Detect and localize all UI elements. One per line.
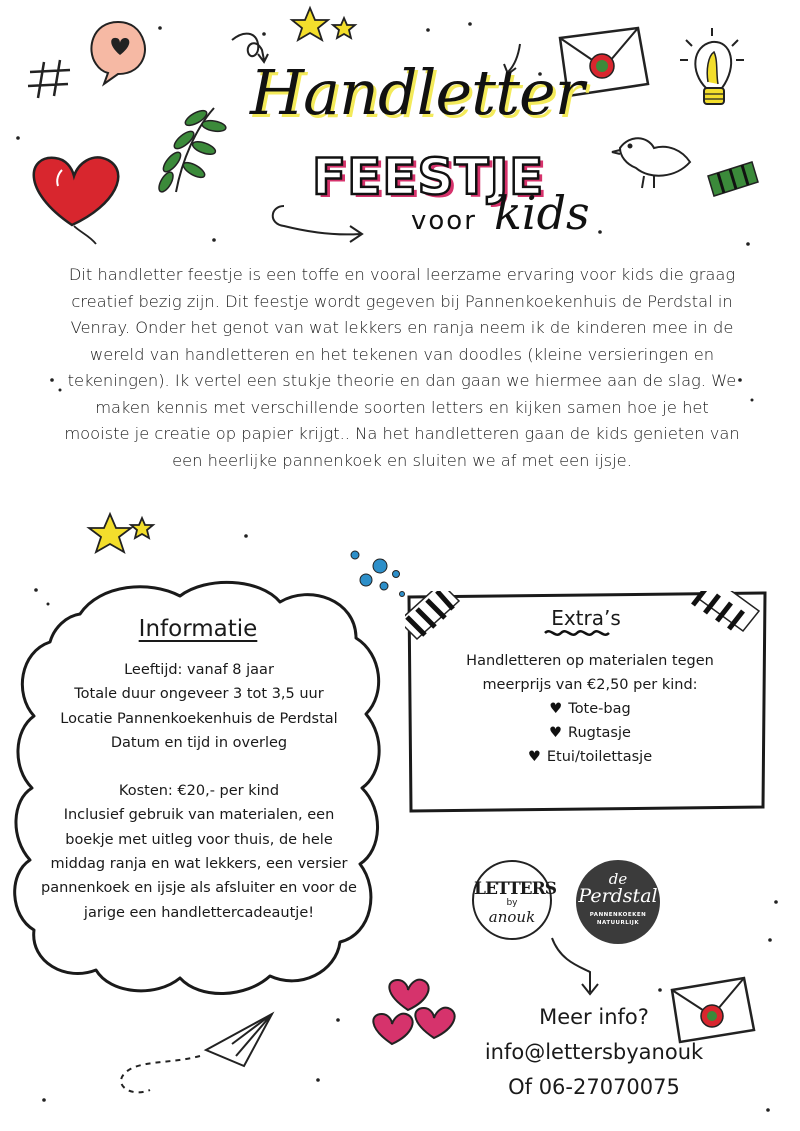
info-line-duration: Totale duur ongeveer 3 tot 3,5 uur bbox=[74, 686, 324, 703]
paper-plane-icon bbox=[121, 1014, 272, 1092]
bird-icon bbox=[612, 138, 690, 188]
info-line-location: Locatie Pannenkoekenhuis de Perdstal bbox=[60, 710, 338, 727]
intro-paragraph: Dit handletter feestje is een toffe en vooral leerzame ervaring voor kids die graag creatief bezig zijn. Dit feestje wordt gegeven bij Pannenkoekenhuis de Perdstal in Venray. Onder het genot van wat lekkers en ranja neem ik de kinderen mee in de wereld van handletteren en het tekenen van doodles (kleine versieringen en tekeningen). Ik vertel een stukje theorie en dan gaan we hiermee aan de slag. We maken kennis met verschillende soorten letters en kijken samen hoe je het mooiste je creatie op papier krijgt.. Na het handletteren gaan de kids genieten van een heerlijke pannenkoek en sluiten we af met een ijsje. bbox=[64, 265, 740, 470]
speech-bubble-heart-icon bbox=[91, 22, 145, 84]
heart-balloon-icon bbox=[34, 157, 118, 244]
logo-letters-by-anouk bbox=[472, 860, 556, 940]
leaf-branch-icon bbox=[156, 108, 227, 194]
contact-email[interactable]: info@lettersbyanouk bbox=[484, 1040, 704, 1064]
logo-perdstal-line3: PANNENKOEKEN NATUURLIJK bbox=[589, 912, 647, 926]
heart-bullet-icon: ♥ bbox=[527, 749, 541, 765]
contact-more-info: Meer info? bbox=[539, 1005, 649, 1029]
extras-body bbox=[440, 649, 740, 769]
light-bulb-icon bbox=[680, 28, 744, 104]
title-kids: kids bbox=[494, 186, 590, 240]
contact-arrow-icon bbox=[552, 938, 598, 994]
info-line-date: Datum en tijd in overleg bbox=[110, 734, 288, 751]
extras-item: ♥ Tote-bag bbox=[549, 701, 631, 717]
info-line-age: Leeftijd: vanaf 8 jaar bbox=[124, 662, 274, 678]
info-cost: Kosten: €20,- per kind bbox=[118, 783, 280, 800]
logo-letters-line2: by bbox=[506, 898, 518, 908]
extras-item: ♥ Rugtasje bbox=[549, 725, 631, 741]
hashtag-icon bbox=[28, 60, 70, 98]
heart-bullet-icon: ♥ bbox=[549, 701, 563, 717]
logo-perdstal-line2: Perdstal bbox=[578, 885, 658, 907]
logo-letters-line3: anouk bbox=[488, 908, 536, 926]
stars-top-icon bbox=[292, 8, 355, 40]
contact-phone[interactable]: Of 06-27070075 bbox=[508, 1075, 680, 1099]
contact-block bbox=[462, 1000, 726, 1105]
title-handletter: Handletter bbox=[250, 56, 584, 129]
stars-middle-icon bbox=[89, 514, 153, 552]
logo-de-perdstal bbox=[576, 860, 660, 944]
info-details bbox=[40, 658, 358, 925]
extras-title: Extra’s bbox=[551, 606, 621, 630]
extras-intro: Handletteren op materialen tegen meerprijs van €2,50 per kind: bbox=[466, 653, 714, 693]
extras-item: ♥ Etui/toilettasje bbox=[527, 749, 653, 765]
title-feestje: FEESTJE bbox=[312, 148, 545, 206]
title-voor: voor bbox=[411, 206, 477, 236]
heart-bullet-icon: ♥ bbox=[549, 725, 563, 741]
washi-tape-icon bbox=[708, 162, 758, 196]
info-title: Informatie bbox=[138, 616, 258, 642]
info-included: Inclusief gebruik van materialen, een boekje met uitleg voor thuis, de hele middag ranja en wat lekkers, een versier pannenkoek en ijsje als afsluiter en voor de jarige een handlettercadeautje! bbox=[41, 807, 357, 921]
logo-perdstal-line1: de bbox=[608, 870, 628, 888]
title-arrow-icon bbox=[273, 206, 362, 242]
logo-letters-line1: LETTERS bbox=[474, 879, 556, 899]
